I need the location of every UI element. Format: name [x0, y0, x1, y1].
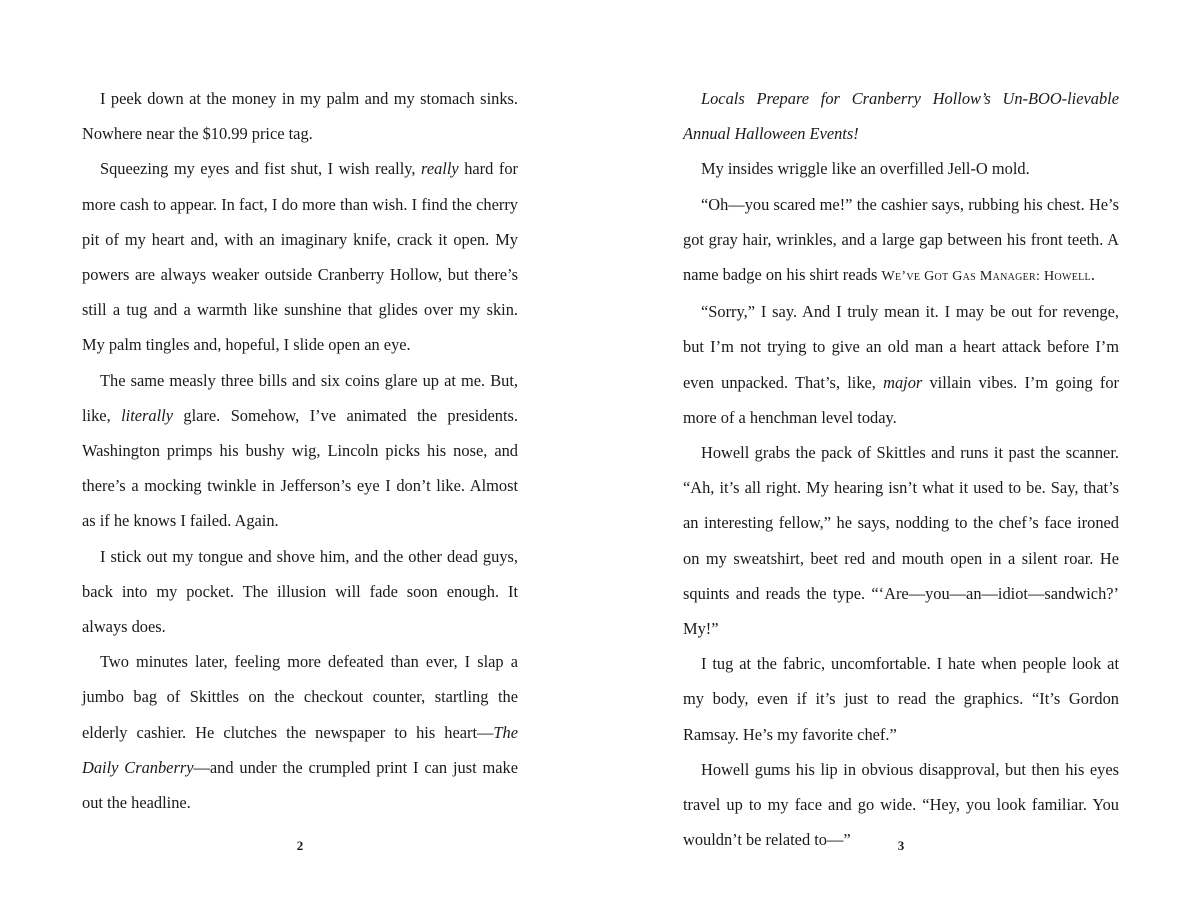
paragraph-text: “Oh—you scared me!” the cashier says, rubbing his chest. He’s got gray hair, wrinkles, and a large gap between his front teeth. A name badge on his shirt reads	[683, 194, 1119, 285]
right-page	[683, 81, 1119, 850]
body-paragraph	[82, 81, 518, 151]
italic-text: The Daily Cranberry	[82, 722, 518, 777]
italic-text: literally	[121, 405, 173, 425]
paragraph-text: —and under the crumpled print I can just make out the headline.	[82, 757, 518, 813]
name-badge-text: We’ve Got Gas Manager: Howell	[881, 269, 1091, 285]
body-paragraph	[82, 539, 518, 645]
newspaper-headline: Locals Prepare for Cranberry Hollow’s Un-BOO-lievable Annual Halloween Events!	[683, 89, 1119, 144]
body-paragraph	[683, 187, 1119, 295]
page-number-left: 2	[296, 838, 304, 853]
paragraph-text: I stick out my tongue and shove him, and the other dead guys, back into my pocket. The illusion will fade soon enough. It always does.	[82, 546, 518, 637]
paragraph-text: Squeezing my eyes and fist shut, I wish really,	[100, 159, 422, 179]
paragraph-text: Howell grabs the pack of Skittles and runs it past the scanner. “Ah, it’s all right. My hearing isn’t what it used to be. Say, that’s an interesting fellow,” he says, nodding to the chef’s face ironed on my sweatshirt, beet red and mouth open in a silent roar. He squints and reads the type. “‘Are—you—an—idiot—sandwich?’ My!”	[683, 443, 1119, 639]
body-paragraph	[683, 435, 1119, 646]
body-paragraph	[82, 151, 518, 362]
paragraph-text: The same measly three bills and six coins glare up at me. But, like,	[82, 370, 518, 425]
paragraph-text: I peek down at the money in my palm and my stomach sinks. Nowhere near the $10.99 price tag.	[82, 89, 518, 144]
paragraph-text: Two minutes later, feeling more defeated than ever, I slap a jumbo bag of Skittles on the checkout counter, startling the elderly cashier. He clutches the newspaper to his heart—	[82, 652, 518, 742]
page-number-right: 3	[897, 838, 905, 853]
body-paragraph	[82, 644, 518, 820]
paragraph-text: My insides wriggle like an overfilled Jell-O mold.	[701, 159, 1030, 179]
paragraph-text: Howell gums his lip in obvious disapproval, but then his eyes travel up to my face and go wide. “Hey, you look familiar. You wouldn’t be related to—”	[683, 759, 1119, 850]
body-paragraph	[82, 363, 518, 539]
italic-text: really	[421, 159, 459, 179]
body-paragraph	[683, 294, 1119, 435]
body-paragraph	[683, 646, 1119, 752]
italic-text: major	[883, 372, 923, 392]
paragraph-text: I tug at the fabric, uncomfortable. I hate when people look at my body, even if it’s just to read the graphics. “It’s Gordon Ramsay. He’s my favorite chef.”	[683, 654, 1119, 744]
paragraph-text: .	[1090, 265, 1096, 285]
paragraph-text: hard for more cash to appear. In fact, I do more than wish. I find the cherry pit of my heart and, with an imaginary knife, crack it open. My powers are always weaker outside Cranberry Hollow, but there’s still a tug and a warmth like sunshine that glides over my skin. My palm tingles and, hopeful, I slide open an eye.	[82, 159, 518, 355]
left-page	[82, 81, 518, 841]
body-paragraph	[683, 151, 1119, 186]
paragraph-text: “Sorry,” I say. And I truly mean it. I may be out for revenge, but I’m not trying to give an old man a heart attack before I’m even unpacked. That’s, like,	[683, 302, 1119, 392]
paragraph-text: villain vibes. I’m going for more of a henchman level today.	[683, 372, 1119, 427]
paragraph-text: glare. Somehow, I’ve animated the presidents. Washington primps his bushy wig, Lincoln picks his nose, and there’s a mocking twinkle in Jefferson’s eye I don’t like. Almost as if he knows I failed. Again.	[82, 405, 518, 531]
